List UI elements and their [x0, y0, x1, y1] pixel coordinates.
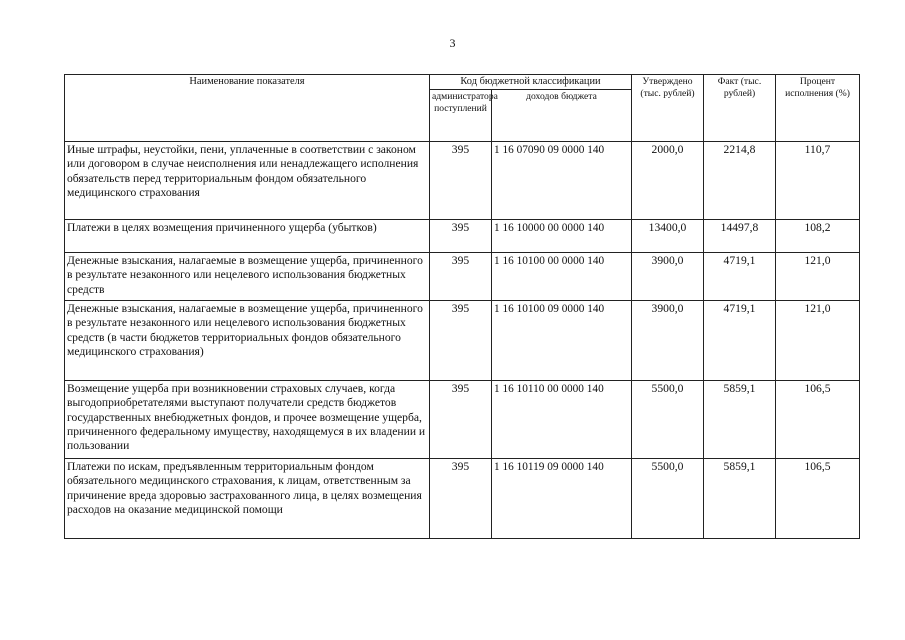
- row-fact: 4719,1: [704, 253, 776, 301]
- row-percent: 121,0: [776, 301, 860, 381]
- row-admin-code: 395: [430, 253, 492, 301]
- row-revenue-code: 1 16 10119 09 0000 140: [492, 459, 632, 539]
- header-percent: Процент исполнения (%): [776, 75, 860, 142]
- header-admin: администратора поступлений: [430, 90, 492, 142]
- table-row: [65, 220, 860, 253]
- row-name: Платежи в целях возмещения причиненного ущерба (убытков): [65, 220, 430, 253]
- row-name: Денежные взыскания, налагаемые в возмещение ущерба, причиненного в результате незаконного или нецелевого использования бюджетных средств: [65, 253, 430, 301]
- row-fact: 5859,1: [704, 381, 776, 459]
- row-admin-code: 395: [430, 142, 492, 220]
- row-admin-code: 395: [430, 381, 492, 459]
- row-percent: 106,5: [776, 459, 860, 539]
- row-percent: 106,5: [776, 381, 860, 459]
- row-name: Возмещение ущерба при возникновении страховых случаев, когда выгодоприобретателями выступают получатели средств бюджетов государственных внебюджетных фондов, и прочее возмещение ущерба, причиненного федеральному имуществу, находящемуся в их владении и пользовании: [65, 381, 430, 459]
- row-approved: 5500,0: [632, 381, 704, 459]
- row-approved: 5500,0: [632, 459, 704, 539]
- row-admin-code: 395: [430, 459, 492, 539]
- table-header: [65, 75, 860, 142]
- header-approved: Утверждено (тыс. рублей): [632, 75, 704, 142]
- row-admin-code: 395: [430, 301, 492, 381]
- row-approved: 3900,0: [632, 301, 704, 381]
- row-revenue-code: 1 16 10110 00 0000 140: [492, 381, 632, 459]
- row-admin-code: 395: [430, 220, 492, 253]
- row-approved: 2000,0: [632, 142, 704, 220]
- header-name: Наименование показателя: [65, 75, 430, 142]
- table-row: [65, 459, 860, 539]
- row-revenue-code: 1 16 10100 00 0000 140: [492, 253, 632, 301]
- row-percent: 110,7: [776, 142, 860, 220]
- row-fact: 4719,1: [704, 301, 776, 381]
- row-approved: 3900,0: [632, 253, 704, 301]
- row-approved: 13400,0: [632, 220, 704, 253]
- table-row: [65, 253, 860, 301]
- row-name: Платежи по искам, предъявленным территориальным фондом обязательного медицинского страхования, к лицам, ответственным за причинение вреда здоровью застрахованного лица, в целях возмещения расходов на оказание медицинской помощи: [65, 459, 430, 539]
- page-number: 3: [449, 36, 456, 50]
- row-revenue-code: 1 16 10000 00 0000 140: [492, 220, 632, 253]
- header-code-group: Код бюджетной классификации: [430, 75, 632, 90]
- header-fact: Факт (тыс. рублей): [704, 75, 776, 142]
- table-row: [65, 381, 860, 459]
- row-revenue-code: 1 16 07090 09 0000 140: [492, 142, 632, 220]
- table-row: [65, 142, 860, 220]
- row-revenue-code: 1 16 10100 09 0000 140: [492, 301, 632, 381]
- table-row: [65, 301, 860, 381]
- budget-revenue-table: [64, 74, 860, 539]
- row-name: Иные штрафы, неустойки, пени, уплаченные в соответствии с законом или договором в случае неисполнения или ненадлежащего исполнения обязательств перед территориальным фондом обязательного медицинского страхования: [65, 142, 430, 220]
- row-fact: 14497,8: [704, 220, 776, 253]
- row-name: Денежные взыскания, налагаемые в возмещение ущерба, причиненного в результате незаконного или нецелевого использования бюджетных средств (в части бюджетов территориальных фондов обязательного медицинского страхования): [65, 301, 430, 381]
- row-fact: 2214,8: [704, 142, 776, 220]
- row-fact: 5859,1: [704, 459, 776, 539]
- row-percent: 121,0: [776, 253, 860, 301]
- header-revenue: доходов бюджета: [492, 90, 632, 142]
- row-percent: 108,2: [776, 220, 860, 253]
